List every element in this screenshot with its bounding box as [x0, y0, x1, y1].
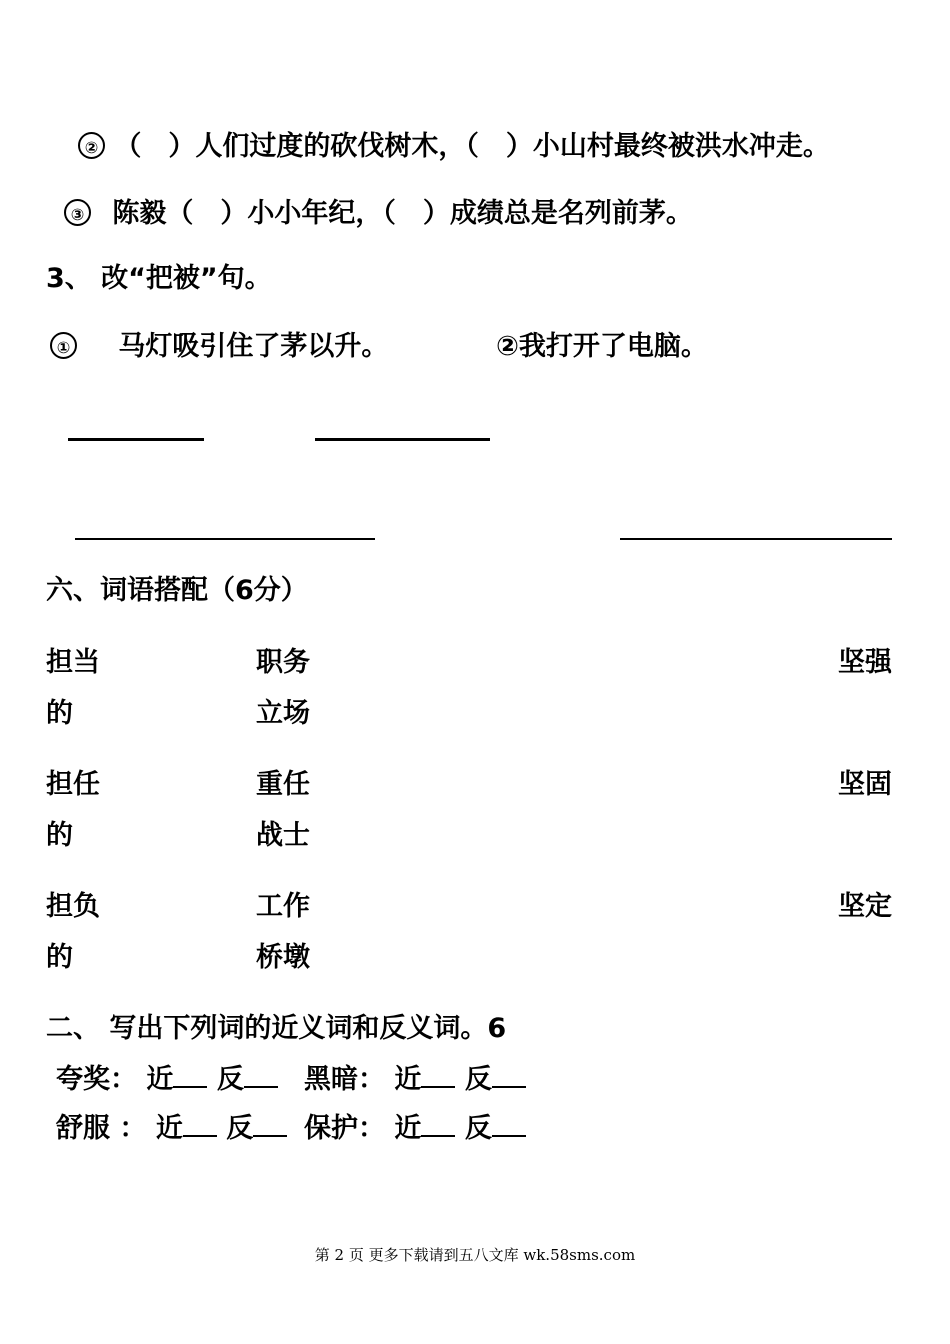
word-col3: 坚强	[838, 647, 892, 678]
blank-line[interactable]	[421, 1064, 455, 1088]
item-text: （ ）人们过度的砍伐树木，（ ）小山村最终被洪水冲走。	[114, 131, 830, 162]
section2-title: 二、 写出下列词的近义词和反义词。6	[46, 1013, 507, 1044]
word-col2: 工作	[256, 891, 310, 922]
q3-item-1	[50, 330, 388, 364]
blank-line[interactable]	[173, 1064, 207, 1088]
anti-label: 反	[226, 1113, 254, 1144]
word: 夸奖：	[56, 1064, 137, 1095]
word-col2: 职务	[256, 647, 310, 678]
synonym-row	[56, 1063, 278, 1097]
word-col3: 坚固	[838, 769, 892, 800]
word: 舒服 ：	[56, 1113, 147, 1144]
near-label: 近	[394, 1064, 422, 1095]
synonym-row	[304, 1112, 526, 1146]
word-col1: 担负	[46, 891, 100, 922]
q3-title: 3、 改“把被”句。	[46, 263, 272, 294]
word-col1: 的	[46, 942, 73, 973]
blank-line[interactable]	[421, 1113, 455, 1137]
near-label: 近	[394, 1113, 422, 1144]
item-number: ①	[50, 332, 77, 359]
near-label: 近	[146, 1064, 174, 1095]
item-text: 陈毅（ ）小小年纪，（ ）成绩总是名列前茅。	[112, 198, 693, 229]
synonym-row	[56, 1112, 287, 1146]
word-col1: 担当	[46, 647, 100, 678]
anti-label: 反	[464, 1113, 492, 1144]
synonym-row	[304, 1063, 526, 1097]
item-number: ②	[78, 132, 105, 159]
word-col2: 重任	[256, 769, 310, 800]
blank-line[interactable]	[492, 1064, 526, 1088]
answer-line	[68, 438, 204, 441]
item-text: 马灯吸引住了茅以升。	[118, 331, 389, 362]
answer-line	[315, 438, 490, 441]
q3-item-2: ②我打开了电脑。	[496, 331, 708, 362]
blank-line[interactable]	[244, 1064, 278, 1088]
word-col3: 坚定	[838, 891, 892, 922]
word-col1: 的	[46, 820, 73, 851]
item-number: ③	[64, 199, 91, 226]
anti-label: 反	[464, 1064, 492, 1095]
blank-line[interactable]	[253, 1113, 287, 1137]
blank-line[interactable]	[492, 1113, 526, 1137]
answer-line	[75, 538, 375, 540]
q2-item-3	[64, 197, 693, 231]
word-col1: 担任	[46, 769, 100, 800]
word-col2: 战士	[256, 820, 310, 851]
section6-title: 六、词语搭配（6分）	[46, 575, 308, 606]
answer-line	[620, 538, 892, 540]
word: 保护：	[304, 1113, 385, 1144]
word: 黑暗：	[304, 1064, 385, 1095]
anti-label: 反	[216, 1064, 244, 1095]
blank-line[interactable]	[183, 1113, 217, 1137]
word-col2: 桥墩	[256, 942, 310, 973]
near-label: 近	[155, 1113, 183, 1144]
word-col1: 的	[46, 698, 73, 729]
word-col2: 立场	[256, 698, 310, 729]
q2-item-2	[78, 130, 830, 164]
page-footer: 第 2 页 更多下载请到五八文库 wk.58sms.com	[314, 1246, 636, 1264]
